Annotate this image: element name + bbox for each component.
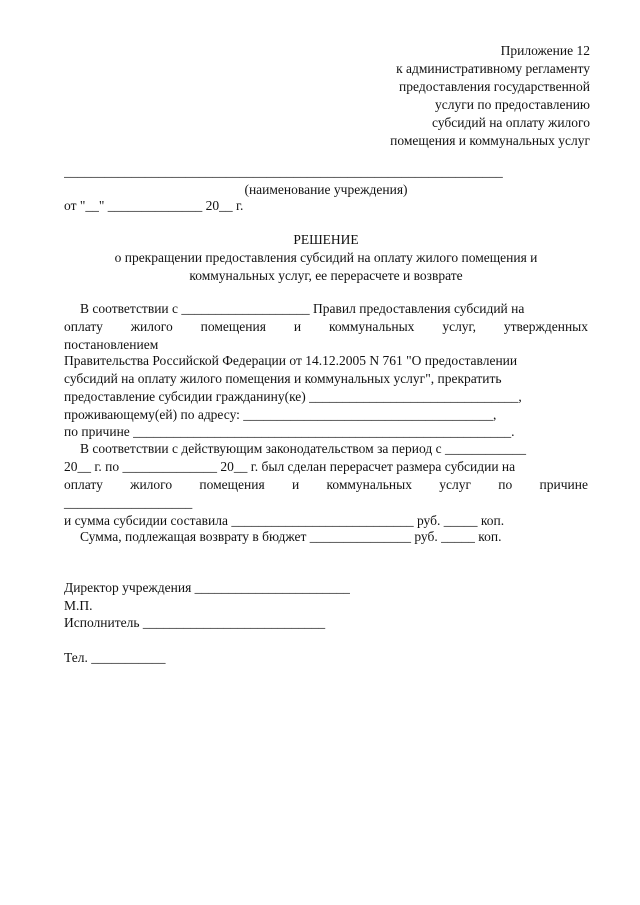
- appendix-line: субсидий на оплату жилого: [432, 115, 590, 130]
- paragraph-1-line-7: проживающему(ей) по адресу: _____________________________________,: [64, 407, 497, 422]
- appendix-line: Приложение 12: [500, 43, 590, 58]
- director-signature-line: Директор учреждения _______________________: [64, 580, 350, 595]
- document-subtitle-line-2: коммунальных услуг, ее перерасчете и возврате: [189, 268, 463, 283]
- paragraph-1-line-1: В соответствии с ___________________ Правил предоставления субсидий на: [80, 301, 525, 316]
- paragraph-1-line-6: предоставление субсидии гражданину(ке) _______________________________,: [64, 389, 522, 404]
- appendix-line: услуги по предоставлению: [435, 97, 590, 112]
- paragraph-2-line-2: 20__ г. по ______________ 20__ г. был сделан перерасчет размера субсидии на: [64, 459, 516, 474]
- executor-signature-line: Исполнитель ___________________________: [64, 615, 326, 630]
- paragraph-2-line-1: В соответствии с действующим законодательством за период с ____________: [80, 441, 526, 456]
- phone-line: Тел. ___________: [64, 650, 166, 665]
- institution-caption: (наименование учреждения): [244, 182, 408, 197]
- paragraph-2-line-4: ___________________: [64, 495, 193, 510]
- paragraph-2-line-5: и сумма субсидии составила ___________________________ руб. _____ коп.: [64, 513, 505, 528]
- paragraph-1-line-8: по причине ________________________________________________________.: [64, 424, 515, 439]
- paragraph-1-line-3: постановлением: [64, 337, 159, 352]
- appendix-line: к административному регламенту: [396, 61, 590, 76]
- appendix-line: помещения и коммунальных услуг: [390, 133, 590, 148]
- stamp-place-label: М.П.: [64, 598, 93, 613]
- institution-blank-line: _________________________________________________________________: [64, 164, 503, 179]
- paragraph-2-line-3: оплату жилого помещения и коммунальных услуг по причине: [64, 477, 588, 492]
- document-subtitle-line-1: о прекращении предоставления субсидий на оплату жилого помещения и: [114, 250, 538, 265]
- paragraph-3-line-1: Сумма, подлежащая возврату в бюджет _______________ руб. _____ коп.: [80, 529, 502, 544]
- paragraph-1-line-2: оплату жилого помещения и коммунальных услуг, утвержденных: [64, 319, 588, 334]
- appendix-line: предоставления государственной: [399, 79, 590, 94]
- paragraph-1-line-4: Правительства Российской Федерации от 14.12.2005 N 761 "О предоставлении: [64, 353, 518, 368]
- paragraph-1-line-5: субсидий на оплату жилого помещения и коммунальных услуг", прекратить: [64, 371, 502, 386]
- document-title: РЕШЕНИЕ: [293, 232, 359, 247]
- date-line: от "__" ______________ 20__ г.: [64, 198, 244, 213]
- appendix-block: [290, 42, 590, 150]
